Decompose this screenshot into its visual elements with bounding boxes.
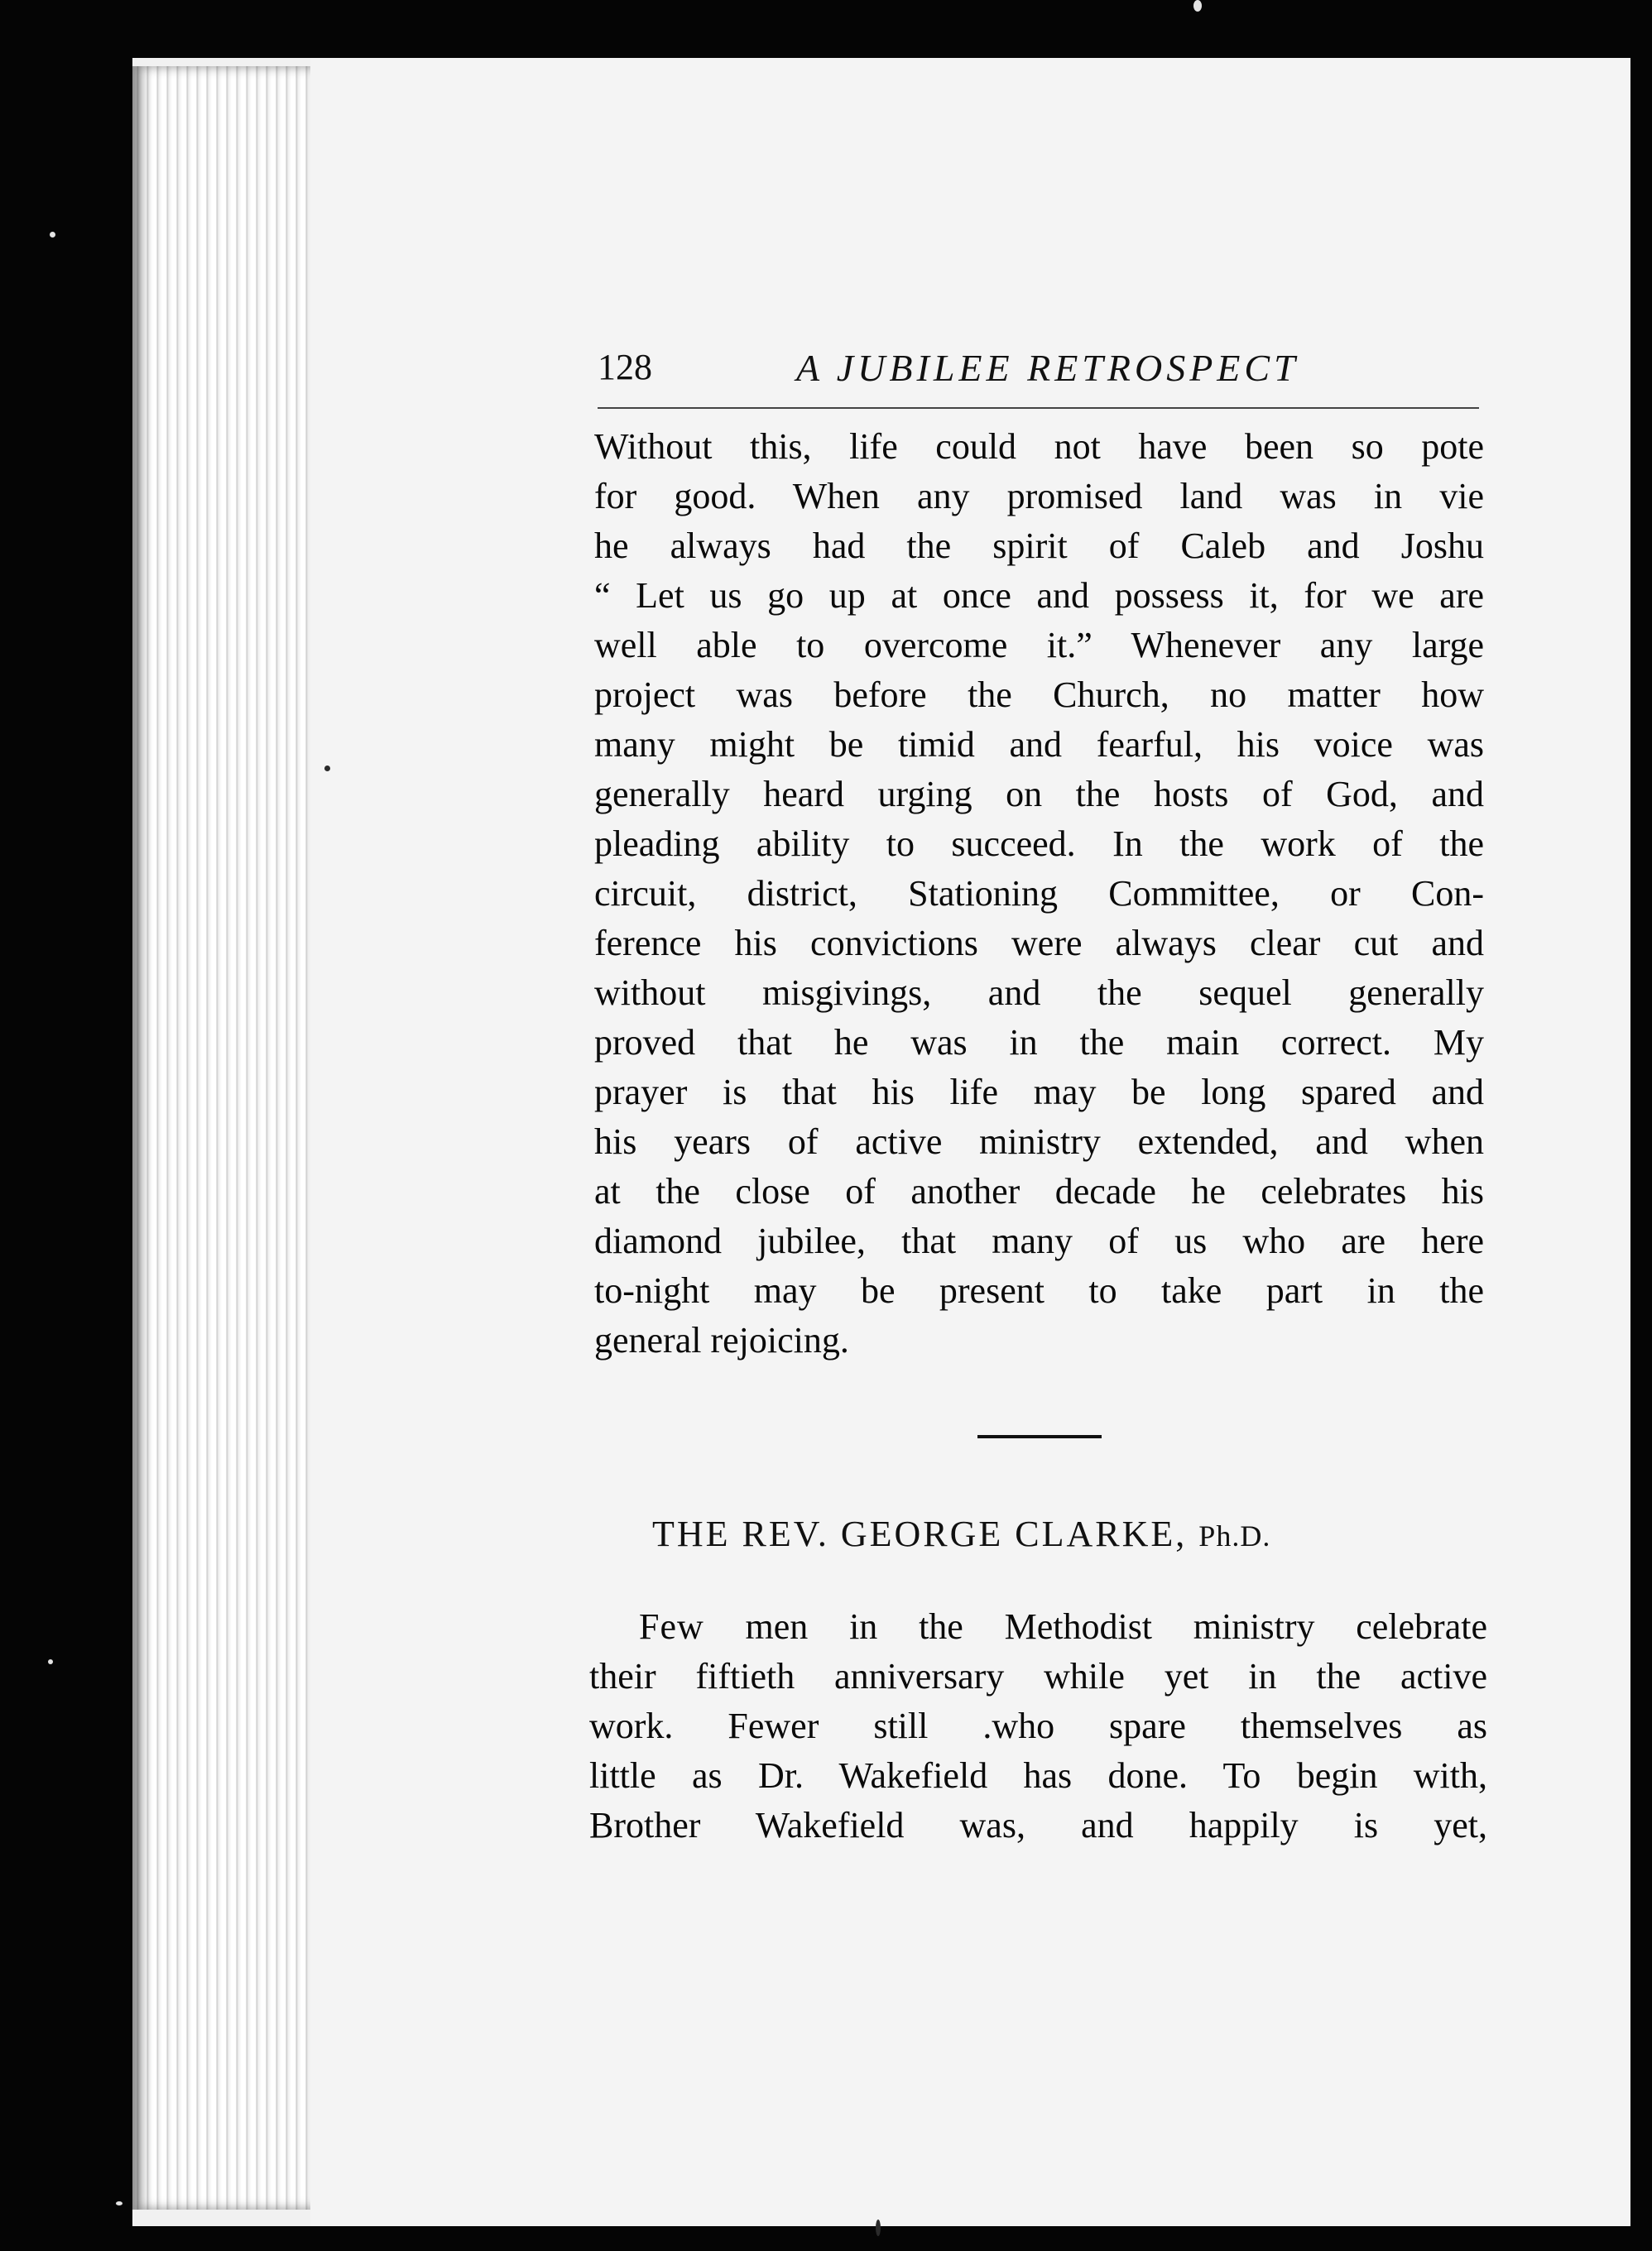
text-line: proved that he was in the main correct. My: [594, 1022, 1484, 1063]
scan-speck: [1193, 0, 1202, 12]
scan-speck: [876, 2220, 881, 2236]
text-line: work. Fewer still .who spare themselves as: [589, 1706, 1487, 1746]
text-line: at the close of another decade he celebrates his: [594, 1171, 1484, 1212]
text-line: his years of active ministry extended, and when: [594, 1121, 1484, 1162]
text-line: many might be timid and fearful, his voice was: [594, 724, 1484, 765]
page-number: 128: [598, 347, 652, 387]
scan-speck: [48, 1659, 53, 1664]
passage-1: [594, 422, 1484, 1365]
running-header: [598, 346, 1351, 404]
scan-speck: [116, 2201, 122, 2205]
text-span: men in the Methodist ministry celebrate: [704, 1606, 1487, 1647]
scan-speck: [50, 232, 55, 238]
text-line: he always had the spirit of Caleb and Joshu: [594, 526, 1484, 566]
text-line: for good. When any promised land was in vie: [594, 476, 1484, 516]
section-heading: [652, 1513, 1270, 1555]
text-line: Brother Wakefield was, and happily is yet,: [589, 1805, 1487, 1845]
text-line: diamond jubilee, that many of us who are here: [594, 1221, 1484, 1261]
section-heading-degree: Ph.D.: [1198, 1519, 1271, 1553]
text-line: to-night may be present to take part in the: [594, 1270, 1484, 1311]
text-line: little as Dr. Wakefield has done. To begin with,: [589, 1755, 1487, 1796]
text-line: project was before the Church, no matter how: [594, 674, 1484, 715]
text-line: without misgivings, and the sequel generally: [594, 972, 1484, 1013]
header-rule: [598, 407, 1479, 409]
text-line: ference his convictions were always clear cut and: [594, 923, 1484, 963]
text-line: [589, 1602, 1487, 1652]
text-line: pleading ability to succeed. In the work of the: [594, 823, 1484, 864]
page-edges: [132, 66, 310, 2210]
section-heading-name: THE REV. GEORGE CLARKE,: [652, 1514, 1188, 1554]
scan-speck: [324, 766, 330, 771]
text-line: “ Let us go up at once and possess it, for we are: [594, 575, 1484, 616]
text-line: well able to overcome it.” Whenever any large: [594, 625, 1484, 665]
passage-2: [589, 1602, 1487, 1850]
text-line: circuit, district, Stationing Committee, or Con-: [594, 873, 1484, 914]
text-line: generally heard urging on the hosts of God, and: [594, 774, 1484, 814]
text-line: Without this, life could not have been so pote: [594, 426, 1484, 467]
running-title: A JUBILEE RETROSPECT: [796, 347, 1299, 389]
section-divider: [977, 1435, 1102, 1438]
text-line: general rejoicing.: [594, 1320, 849, 1361]
opening-word: Few: [639, 1606, 704, 1647]
text-line: prayer is that his life may be long spared and: [594, 1072, 1484, 1112]
text-line: their fiftieth anniversary while yet in the active: [589, 1656, 1487, 1697]
